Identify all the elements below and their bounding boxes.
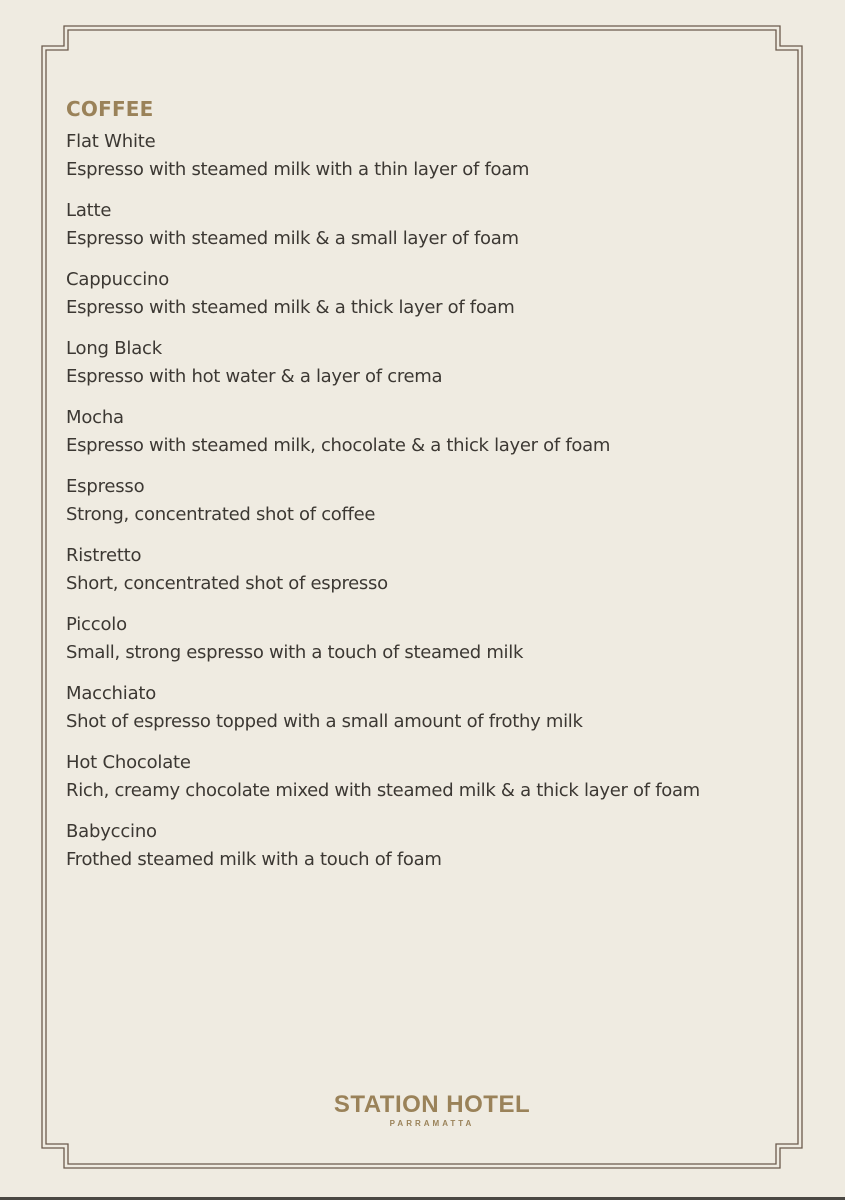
item-description: Short, concentrated shot of espresso: [66, 573, 388, 594]
menu-item-cappuccino: [66, 266, 766, 322]
menu-item-flat-white: [66, 128, 766, 184]
item-name: Latte: [66, 200, 112, 221]
item-description: Strong, concentrated shot of coffee: [66, 504, 376, 525]
item-name: Piccolo: [66, 614, 127, 635]
menu-item-macchiato: [66, 680, 766, 736]
menu-item-latte: [66, 197, 766, 253]
menu-item-long-black: [66, 335, 766, 391]
section-heading-coffee: COFFEE: [66, 97, 154, 121]
item-description: Espresso with steamed milk with a thin layer of foam: [66, 159, 530, 180]
item-name: Long Black: [66, 338, 162, 359]
item-name: Macchiato: [66, 683, 157, 704]
item-name: Espresso: [66, 476, 145, 497]
item-name: Mocha: [66, 407, 124, 428]
item-name: Ristretto: [66, 545, 142, 566]
item-name: Hot Chocolate: [66, 752, 191, 773]
menu-item-ristretto: [66, 542, 766, 598]
menu-list: [66, 128, 766, 874]
brand-name: STATION HOTEL: [333, 1091, 531, 1118]
menu-item-mocha: [66, 404, 766, 460]
item-description: Shot of espresso topped with a small amount of frothy milk: [66, 711, 583, 732]
item-description: Frothed steamed milk with a touch of foam: [66, 849, 442, 870]
item-description: Espresso with hot water & a layer of crema: [66, 366, 443, 387]
menu-item-babyccino: [66, 818, 766, 874]
item-description: Small, strong espresso with a touch of steamed milk: [66, 642, 524, 663]
brand-location: PARRAMATTA: [389, 1119, 475, 1128]
menu-item-espresso: [66, 473, 766, 529]
menu-item-piccolo: [66, 611, 766, 667]
item-description: Espresso with steamed milk & a small layer of foam: [66, 228, 519, 249]
brand-logo: [0, 1091, 845, 1129]
menu-content: [66, 94, 766, 887]
item-description: Rich, creamy chocolate mixed with steamed milk & a thick layer of foam: [66, 780, 700, 801]
item-name: Babyccino: [66, 821, 157, 842]
item-name: Cappuccino: [66, 269, 170, 290]
item-description: Espresso with steamed milk & a thick layer of foam: [66, 297, 515, 318]
item-description: Espresso with steamed milk, chocolate & a thick layer of foam: [66, 435, 611, 456]
item-name: Flat White: [66, 131, 156, 152]
menu-item-hot-chocolate: [66, 749, 766, 805]
